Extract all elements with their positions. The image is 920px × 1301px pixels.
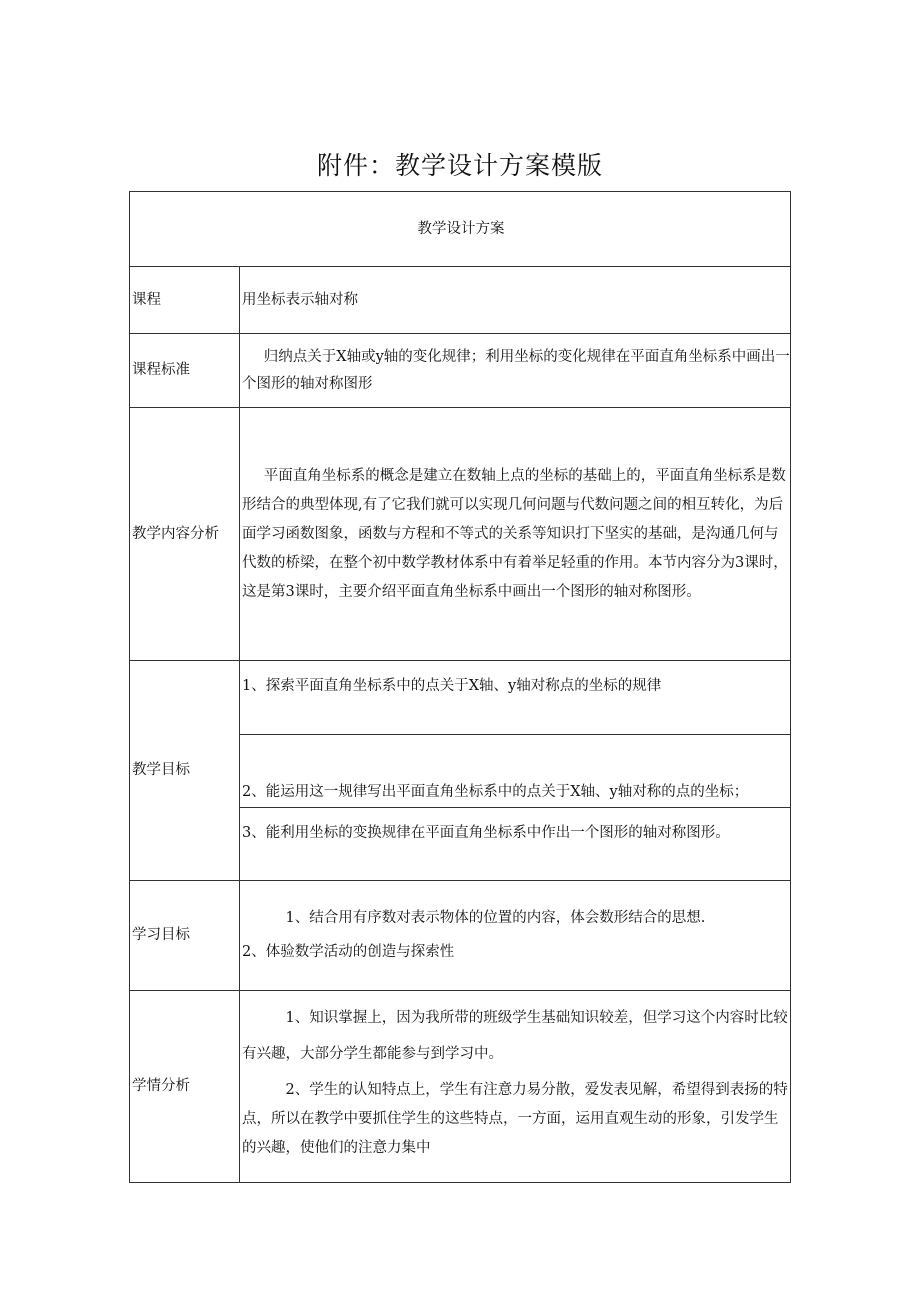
row-value-standard-cell <box>240 334 791 408</box>
row-value-learning-cell <box>240 881 791 991</box>
analysis-para-1: 1、知识掌握上，因为我所带的班级学生基础知识较差，但学习这个内容时比较有兴趣，大部分学生都能参与到学习中。 <box>242 1010 788 1062</box>
row-label-course: 课程 <box>130 267 240 334</box>
table-row <box>130 267 791 334</box>
analysis-para-2: 2、学生的认知特点上，学生有注意力易分散，爱发表见解，希望得到表扬的特点，所以在教学中要抓住学生的这些特点，一方面，运用直观生动的形象，引发学生的兴趣，使他们的注意力集中 <box>242 1082 788 1157</box>
objective-item-3: 3、能利用坐标的变换规律在平面直角坐标系中作出一个图形的轴对称图形。 <box>240 808 791 881</box>
row-label-objectives: 教学目标 <box>130 661 240 881</box>
table-row <box>130 661 791 735</box>
row-value-analysis-cell <box>240 991 791 1183</box>
row-label-analysis: 学情分析 <box>130 991 240 1183</box>
objective-item-2: 2、能运用这一规律写出平面直角坐标系中的点关于X轴、y轴对称的点的坐标； <box>240 735 791 808</box>
row-label-content: 教学内容分析 <box>130 408 240 661</box>
row-value-content: 平面直角坐标系的概念是建立在数轴上点的坐标的基础上的，平面直角坐标系是数形结合的典型体现,有了它我们就可以实现几何问题与代数问题之间的相互转化，为后面学习函数图象，函数与方程和不等式的关系等知识打下坚实的基础，是沟通几何与代数的桥梁，在整个初中数学教材体系中有着举足轻重的作用。本节内容分为3课时，这是第3课时，主要介绍平面直角坐标系中画出一个图形的轴对称图形。 <box>242 467 788 600</box>
table-header: 教学设计方案 <box>130 192 791 267</box>
table-row <box>130 991 791 1183</box>
page-title: 附件：教学设计方案模版 <box>316 151 603 180</box>
row-value-course: 用坐标表示轴对称 <box>240 267 791 334</box>
table-row <box>130 881 791 991</box>
objective-item-1: 1、探索平面直角坐标系中的点关于X轴、y轴对称点的坐标的规律 <box>240 661 791 735</box>
learning-item-1: 1、结合用有序数对表示物体的位置的内容，体会数形结合的思想. <box>285 910 706 927</box>
row-value-standard: 归纳点关于X轴或y轴的变化规律；利用坐标的变化规律在平面直角坐标系中画出一个图形的轴对称图形 <box>242 348 790 392</box>
learning-item-2: 2、体验数学活动的创造与探索性 <box>242 943 455 960</box>
row-label-standard: 课程标准 <box>130 334 240 408</box>
row-value-content-cell <box>240 408 791 661</box>
table-row <box>130 334 791 408</box>
row-label-learning: 学习目标 <box>130 881 240 991</box>
lesson-plan-table <box>129 191 791 1183</box>
table-header-row <box>130 192 791 267</box>
table-row <box>130 408 791 661</box>
